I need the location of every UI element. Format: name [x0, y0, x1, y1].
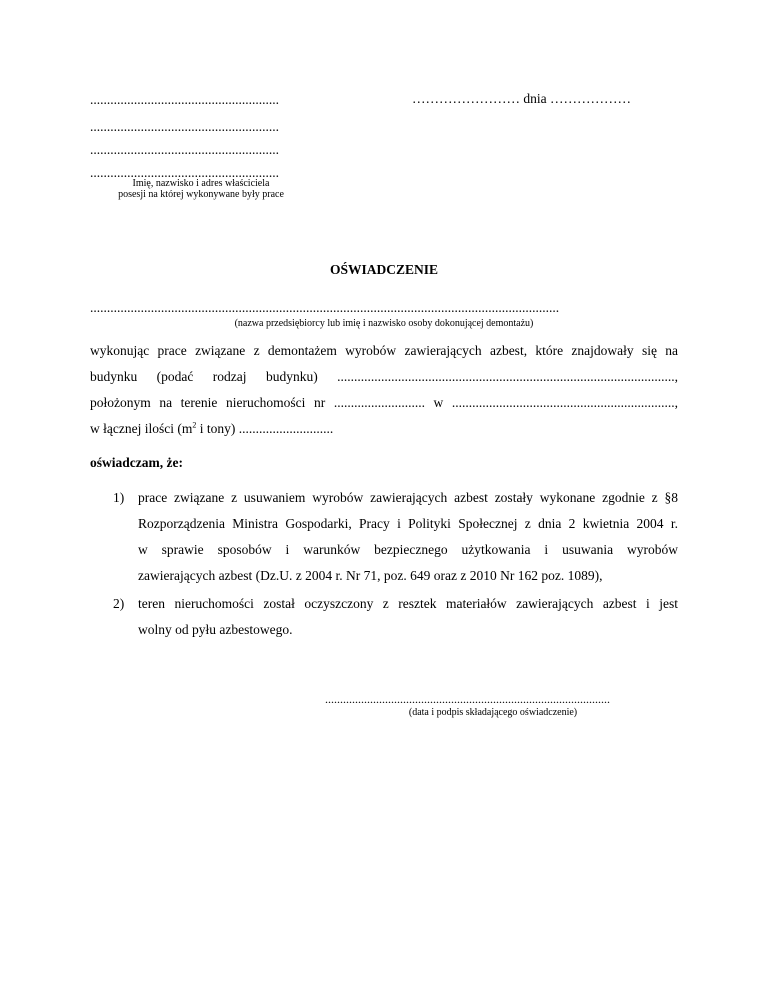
declare-heading: oświadczam, że: — [90, 455, 183, 470]
signature-line[interactable]: ............................................................................................... — [325, 692, 610, 706]
body-line-4[interactable] — [90, 421, 333, 437]
item-1-line-4: zawierających azbest (Dz.U. z 2004 r. Nr 71, poz. 649 oraz z 2010 Nr 162 poz. 1089), — [138, 568, 603, 583]
owner-caption-2: posesji na której wykonywane były prace — [118, 189, 284, 200]
item-2-line-2: wolny od pyłu azbestowego. — [138, 622, 293, 637]
contractor-line[interactable]: ........................................................................................................................................... — [90, 300, 560, 315]
item-1-number: 1) — [113, 490, 125, 505]
body-line-3[interactable]: położonym na terenie nieruchomości nr ........................... w .................................................................., — [90, 395, 678, 410]
quantity-label: w łącznej ilości (m — [90, 421, 193, 436]
body-line-1: wykonując prace związane z demontażem wyrobów zawierających azbest, które znajdowały się na — [90, 343, 678, 358]
body-line-2[interactable]: budynku (podać rodzaj budynku) ...................................................................................................., — [90, 369, 678, 384]
item-1-line-2: Rozporządzenia Ministra Gospodarki, Pracy i Polityki Społecznej z dnia 2 kwietnia 2004 r. — [138, 516, 678, 531]
place-date-field[interactable]: …………………… dnia ……………… — [412, 91, 631, 106]
item-2-line-1: teren nieruchomości został oczyszczony z resztek materiałów zawierających azbest i jest — [138, 596, 678, 611]
item-1-line-3: w sprawie sposobów i warunków bezpiecznego użytkowania i usuwania wyrobów — [138, 542, 678, 557]
square-superscript: 2 — [192, 420, 197, 430]
owner-line-3[interactable]: ........................................................ — [90, 142, 279, 157]
signature-caption: (data i podpis składającego oświadczenie) — [408, 707, 578, 718]
owner-line-2[interactable]: ........................................................ — [90, 119, 279, 134]
contractor-caption: (nazwa przedsiębiorcy lub imię i nazwisko osoby dokonującej demontażu) — [234, 318, 534, 329]
item-1-line-1: prace związane z usuwaniem wyrobów zawierających azbest zostały wykonane zgodnie z §8 — [138, 490, 678, 505]
owner-caption-1: Imię, nazwisko i adres właściciela — [132, 178, 270, 189]
owner-line-1[interactable]: ........................................................ — [90, 92, 279, 107]
item-2-number: 2) — [113, 596, 125, 611]
quantity-field[interactable]: i tony) ............................ — [196, 421, 334, 436]
document-title: OŚWIADCZENIE — [329, 262, 439, 277]
owner-line-4[interactable]: ........................................................ — [90, 165, 279, 180]
